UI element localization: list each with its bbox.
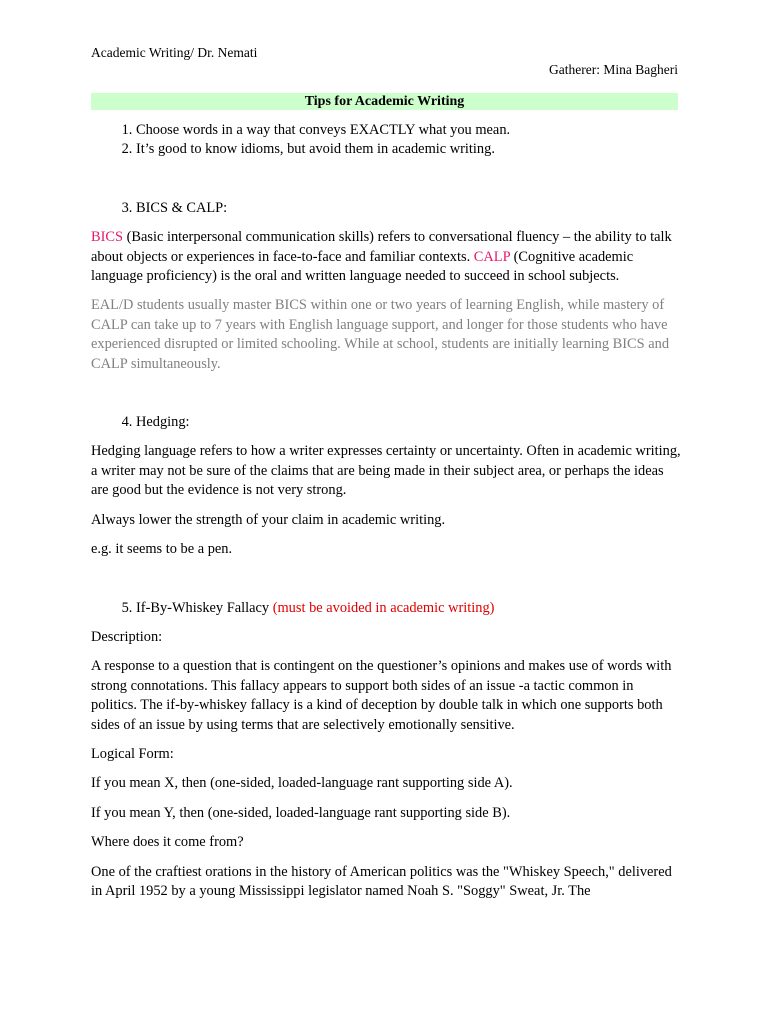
hedging-example: e.g. it seems to be a pen. — [91, 541, 233, 558]
header-gatherer: Gatherer: Mina Bagheri — [549, 62, 678, 77]
logical-form-2: If you mean Y, then (one-sided, loaded-language rant supporting side B). — [91, 804, 511, 821]
tip-1: 1. Choose words in a way that conveys EXACTLY what you mean. — [136, 121, 681, 140]
bics-paragraph: BICS (Basic interpersonal communication skills) refers to conversational fluency – the ability to talk about objects or experiences in face-to-face and familiar contexts. CALP (Cognitive academic language proficiency) is the oral and written language needed to succeed in school subjects. — [91, 229, 672, 285]
description-label: Description: — [91, 628, 163, 645]
logical-form-1: If you mean X, then (one-sided, loaded-language rant supporting side A). — [91, 775, 513, 792]
document-body — [91, 121, 681, 901]
tips-list-c — [91, 413, 681, 432]
tip-4: 4. Hedging: — [136, 413, 681, 432]
tips-list-a — [91, 121, 681, 160]
tip-5: 5. If-By-Whiskey Fallacy (must be avoided in academic writing) — [136, 599, 681, 618]
origin-paragraph: One of the craftiest orations in the history of American politics was the "Whiskey Speech," delivered in April 1952 by a young Mississippi legislator named Noah S. "Soggy" Sweat, Jr. The — [91, 863, 672, 899]
tip-3: 3. BICS & CALP: — [136, 199, 681, 218]
logical-form-label: Logical Form: — [91, 745, 174, 762]
bics-term: BICS — [91, 229, 123, 246]
calp-term: CALP — [473, 248, 511, 265]
hedging-paragraph: Hedging language refers to how a writer expresses certainty or uncertainty. Often in academic writing, a writer may not be sure of the claims that are being made in their subject area, or perhaps the ideas are good but the evidence is not very strong. — [91, 443, 681, 499]
tip-5-warning: (must be avoided in academic writing) — [272, 599, 495, 616]
hedging-advice: Always lower the strength of your claim in academic writing. — [91, 511, 446, 528]
origin-label: Where does it come from? — [91, 834, 244, 851]
tips-list-d — [91, 599, 681, 618]
tips-list-b — [91, 199, 681, 218]
tip-2: 2. It’s good to know idioms, but avoid them in academic writing. — [136, 140, 681, 159]
eald-paragraph: EAL/D students usually master BICS within one or two years of learning English, while mastery of CALP can take up to 7 years with English language support, and longer for those students who have experienced disrupted or limited schooling. While at school, students are initially learning BICS and CALP simultaneously. — [91, 297, 670, 372]
description-paragraph: A response to a question that is contingent on the questioner’s opinions and makes use of words with strong connotations. This fallacy appears to support both sides of an issue -a tactic common in politics. The if-by-whiskey fallacy is a kind of deception by double talk in which one supports both sides of an issue by using terms that are selectively emotionally sensitive. — [91, 658, 672, 733]
document-title: Tips for Academic Writing — [91, 93, 678, 110]
header-course: Academic Writing/ Dr. Nemati — [91, 45, 258, 60]
